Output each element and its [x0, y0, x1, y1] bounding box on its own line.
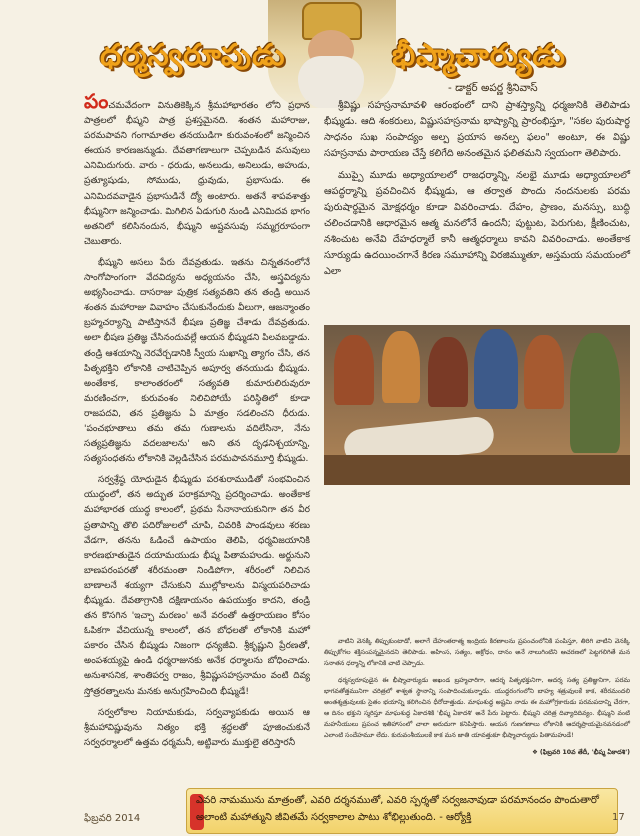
drop-cap: పం [84, 89, 109, 113]
issue-date: ఫిబ్రవరి 2014 [84, 813, 141, 824]
right-column-bottom [324, 636, 630, 764]
author-byline: - డాక్టర్ అపర్ణ శ్రీనివాస్ [448, 82, 538, 94]
warrior-figure [428, 337, 468, 407]
paragraph: సర్వలోకాల నియామకుడు, సర్వవ్యాపకుడు అయిన ఆ శ్రీమహావిష్ణువును నిత్యం భక్తి శ్రద్ధలతో పూజించుకునే సర్వధర్మాలలో ఉత్తమ ధర్మమనీ, అట్టివారు ముక్తులై తరిస్తారనీ [84, 707, 310, 748]
article-title-left: ధర్మస్వరూపుడు [100, 38, 286, 73]
page-number: 17 [612, 812, 625, 823]
paragraph: వాటిని వెనక్కి తిప్పుకుంటాడో, అలాగే దేహంతరాత్మ ఇంద్రియ కిరణాలను ప్రపంచంలోనికి పంపిస్తూ, తిరిగి వాటిని వెనక్కి తిప్పుకోగల శక్తిసంపన్నమైనదని తెలిపాడు. అహింస, సత్యం, అక్రోధం, దానం అనే నాలుగింటిని ఆచరణలో పెట్టగలిగితే మన సనాతన ధర్మాన్ని లోకానికి చాటి చెప్పాడు. [324, 638, 630, 668]
paragraph: ధర్మస్వరూపుడైన ఈ భీష్మాచార్యుడు అఖండ బ్రహ్మచారిగా, ఆదర్శ పితృభక్తునిగా, ఆదర్శ సత్య ప్రతిజ్ఞునిగా, పరమ భాగవతోత్తమునిగా చరిత్రలో శాశ్వత స్థానాన్ని సంపాదించుకున్నాడు. యుద్ధరంగంలోని బాహ్య శత్రువులకే కాక, శరీరమందలి అంతశ్శత్రువులకు సైతం భయాన్ని కలిగించిన ధీరోదాత్తుడు. మాఘశుద్ధ అష్టమి నాడు ఈ మహోగ్రకారుడు పరమపదాన్ని చేరగా, ఆ దినం భక్తుని స్మరిస్తూ మాఘశుద్ధ ఏకాదశికి 'భీష్మ ఏకాదశి' అనే పేరు పెట్టారు. భీష్ముని చరిత్ర దివ్యాదిదివ్యం. భీష్ముని వంటి మహనీయులు ప్రపంచ ఇతిహాసంలో చాలా అరుదుగా కనిపిస్తారు. ఆయన గుణగణాలు లోకానికి ఆదర్శప్రాయమైనవనడంలో ఎలాంటి సందేహమూ లేదు. కురువంశీయులకే కాక మన జాతి యావత్తుకూ భీష్మాచార్యుడు పితామహుడే! [324, 677, 630, 740]
date-note: ❖ (ఫిబ్రవరి 10వ తేదీ, 'భీష్మ ఏకాదశి') [532, 749, 630, 757]
ground [324, 455, 630, 485]
paragraph: చమవేదంగా వినుతికెక్కిన శ్రీమహాభారతం లోని ప్రధాన పాత్రలలో భీష్మని పాత్ర ప్రశస్తమైనది. శంతన మహారాజు, పరమపావని గంగామాతల తనయుడిగా కురువంశంలో జన్మించిన ఈయన కారణజన్ముడు. దేవతాగణాలుగా చెప్పబడిన వసువులు ఎనిమిదుగురు. వారు - ధరుడు, అనలుడు, అనిలుడు, అహుడు, ప్రత్యూషుడు, సోముడు, ధ్రువుడు, ప్రభాసుడు. ఈ ఎనిమిదవవాడైన ప్రభాసుడినే ద్యో అంటారు. అతనే శాపవశాత్తు భీష్మునిగా జన్మించాడు. మిగిలిన ఏడుగురి నుండి ఎనిమిదవ భాగం అతనిలో కలిసినందున, భీష్ముని అష్టవసువు సమ్మగ్రరూపంగా చెబుతారు. [84, 101, 310, 247]
paragraph: శ్రీవిష్ణు సహస్రనామావళి ఆరంభంలో దాని ప్రాశస్త్యాన్ని ధర్మజునికి తెలిపాడు భీష్ముడు. ఆది శంకరులు, విష్ణుసహస్రనామ భాష్యాన్ని ప్రారంభిస్తూ, "సకల పురుషార్థ సాధనం సుఖ సంపాద్యం అల్ప ప్రయాస అనల్ప ఫలం" అంటూ, ఈ విష్ణు సహస్రనామ పారాయణ చేస్తే కలిగేది అనంతమైన ఫలితమని స్వయంగా తెలిపారు. [324, 100, 630, 159]
paragraph: ముప్పై మూడు అధ్యాయాలలో రాజధర్మాన్ని, నలభై మూడు అధ్యాయాలలో ఆపద్ధర్మాన్ని ప్రవచించిన భీష్ముడు, ఆ తర్వాత పొందు నందనులకు పరమ పురుషార్థమైన మోక్షధర్మం కూడా వివరించాడు. దేహం, ప్రాణం, మనస్సు, బుద్ధి చలించడానికి ఆధారమైన ఆత్మ మనలోనే ఉందనీ; పుట్టుట, పెరుగుట, క్షీణించుట, నశించుట అనేవి దేహధర్మాలే కానీ ఆత్మధర్మాలు కావని వివరించాడు. అంతేకాక సూర్యుడు ఉదయించగానే కిరణ సమూహాన్ని విరజిమ్ముతూ, అస్తమయ సమయంలో ఎలా [324, 170, 630, 277]
quote-banner-text: ఎవరి నామమును మాత్రంతో, ఎవరి దర్శనముతో, ఎవరి స్పర్శతో సర్వజనావుడా పరమానందం పొందుతారో అలాంటి మహాత్ముని జీవితమే సర్వకాలాల పాటు శోభిల్లుతుంది. - ఆర్యోక్తి [196, 795, 599, 823]
warrior-figure [524, 335, 564, 409]
warrior-figure [382, 331, 420, 403]
right-column-top [324, 98, 630, 286]
warrior-figure [334, 335, 374, 405]
paragraph: సర్వశ్రేష్ఠ యోధుడైన భీష్ముడు పరశురాముడితో సంభవించిన యుద్ధంలో, తన అద్భుత పరాక్రమాన్ని ప్రదర్శించాడు. అంతేకాక మహాభారత యుద్ధ కాలంలో, ప్రథమ సేనానాయకునిగా తన వీర ప్రతాపాన్ని తొలి పదిరోజులలో చూపి, చివరికి పాండవులు శరణు వేడగా, తనను ఓడించే ఉపాయం తెలిపి, ధర్మవిజయానికి కారణభూతుడైన దయామయుడు భీష్మ పితామహుడు. అర్జునుని బాణపరంపరతో శరీరమంతా నిండిపోగా, శరీరంలో నిలిచిన బాణాలనే శయ్యగా చేసుకుని ముల్లోకాలను విస్మయపరిచాడు భీష్ముడు. దేవతాగ్రానికి దక్షిణాయనం ఉపయుక్తం కాదని, తండ్రి తన కొసగిన 'ఇచ్ఛా మరణం' అనే వరంతో ఉత్తరాయణం కోసం ఓపికగా వేచియున్న కాలంలో, తన బోధలతో లోకానికి మహో పకారం చేసిన భీష్ముడు నిజంగా ధన్యజీవి. శ్రీకృష్ణుని ప్రేరణతో, అంపశయ్యపై ఉండి ధర్మరాజునకు అనేక ధర్మాలను బోధించాడు. అనుశాసనిక, శాంతిపర్వ రాజం, శ్రీవిష్ణుసహస్రనామం వంటి దివ్య స్తోత్రరత్నాలను మనకు అనుగ్రహించింది భీష్ముడే! [84, 475, 310, 697]
bhishma-on-bed-of-arrows-painting [324, 325, 630, 485]
article-title-right: భీష్మాచార్యుడు [392, 38, 566, 73]
paragraph: భీష్ముని అసలు పేరు దేవవ్రతుడు. ఇతను చిన్నతనంలోనే సాంగోపాంగంగా వేదవిద్యను అధ్యయనం చేసి, అస్త్రవిద్యను అభ్యసించాడు. దాసరాజు పుత్రిక సత్యవతిని తన తండ్రి అయిన శంతన మహారాజు వివాహం చేసుకునేందుకు వీలుగా, ఆజన్మాంతం బ్రహ్మచర్యాన్ని పాటిస్తాననే భీషణ ప్రతిజ్ఞ చేశాడు దేవవ్రతుడు. అలా భీషణ ప్రతిజ్ఞ చేసినందువల్లే ఆయన భీష్ముడని పిలవబడ్డాడు. తండ్రి ఆశయాన్ని నెరవేర్చడానికి స్వీయ సుఖాన్ని త్యాగం చేసి, తన పితృభక్తిని లోకానికి చాటిచెప్పిన అపూర్వ తనయుడు భీష్ముడు. అంతేకాక, కాలాంతరంలో సత్యవతి కుమారులిరువురూ మరణించగా, కురువంశం నిలిచిపోయే పరిస్థితిలో కూడా రాజపదవి, తన ప్రతిజ్ఞను ఏ మాత్రం సడలించని ధీరుడు. 'పంచభూతాలు తమ తమ గుణాలను వదిలేసినా, నేను సత్యప్రతిజ్ఞను వదలజాలను' అని తన దృఢనిశ్చయాన్ని, సత్యసంధతను లోకానికి వెల్లడిచేసిన పరమపావనమూర్తి భీష్ముడు. [84, 257, 310, 465]
left-column [84, 89, 310, 757]
warrior-figure [570, 333, 620, 453]
bhishma-portrait-illustration [268, 0, 396, 108]
krishna-figure [474, 329, 518, 409]
